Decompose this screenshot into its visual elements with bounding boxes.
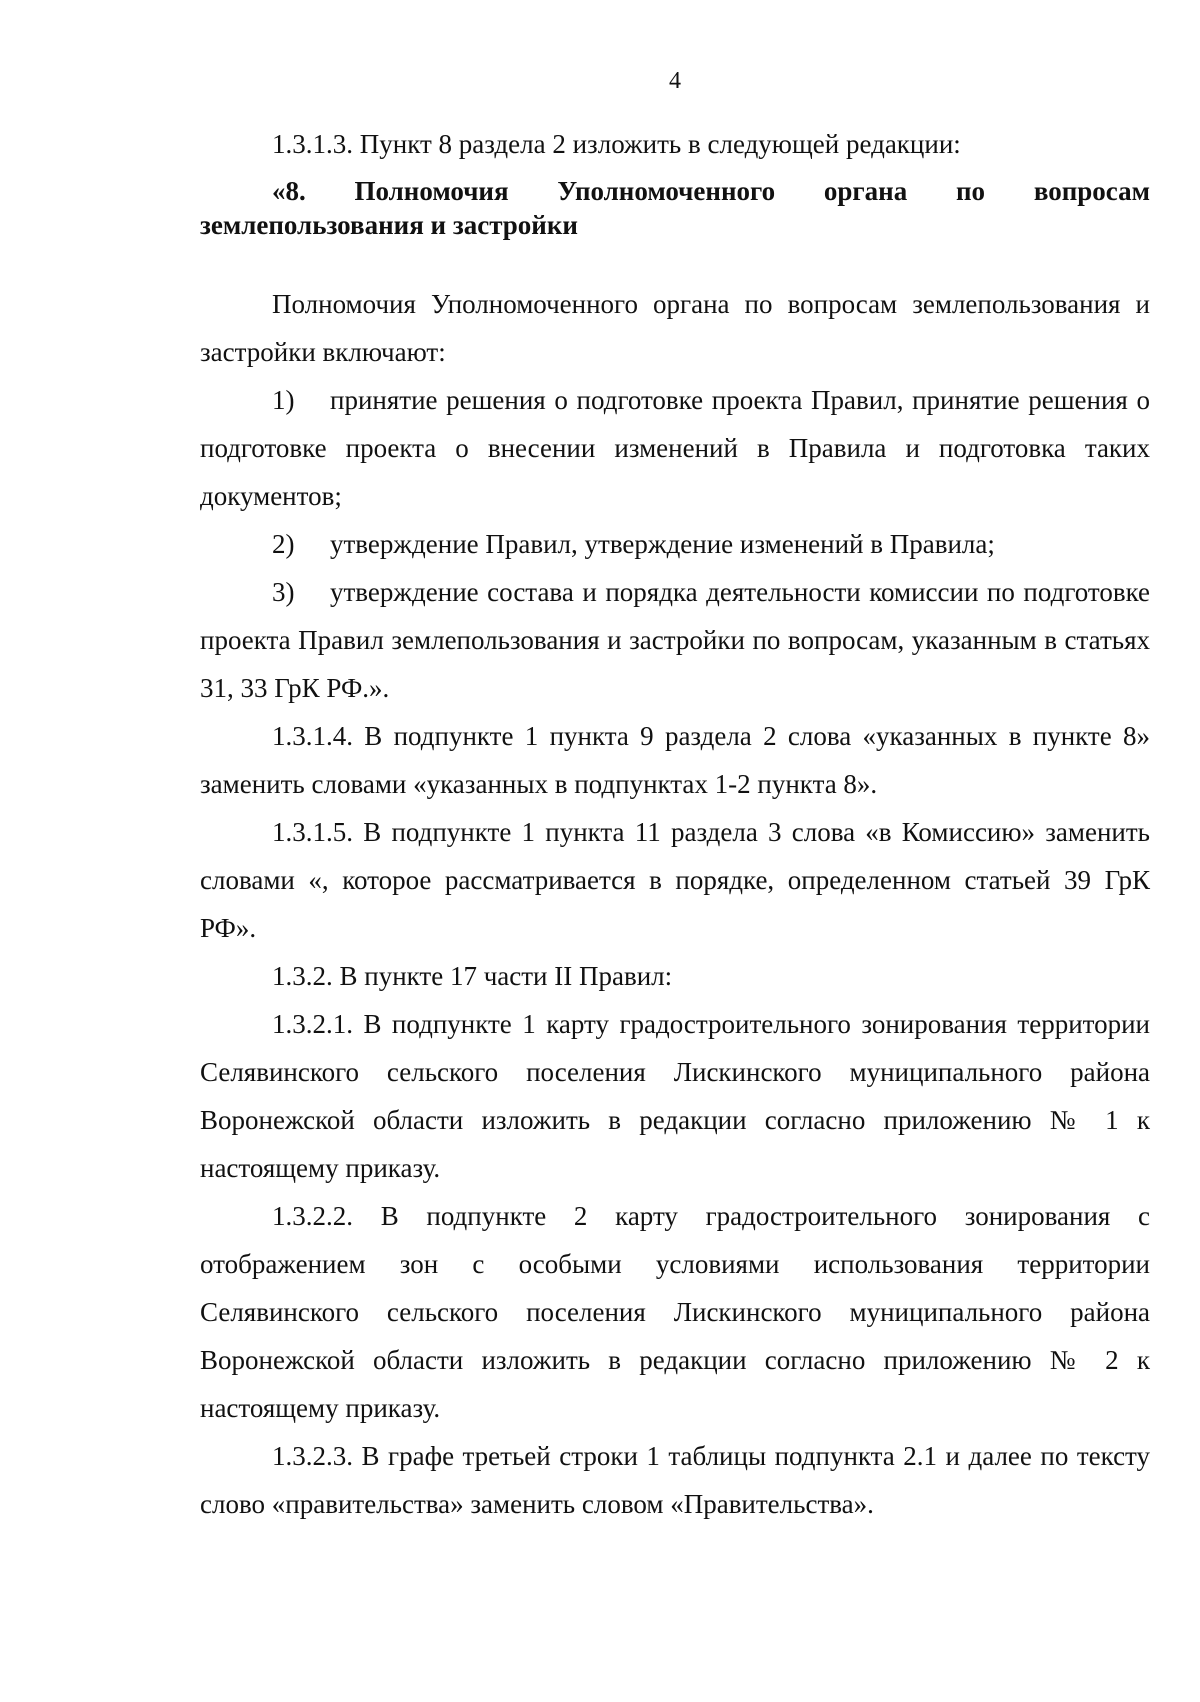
heading-word: Полномочия — [354, 176, 509, 206]
section-heading-line-1 — [200, 174, 1150, 208]
list-item-2 — [200, 520, 1150, 568]
list-item-text: утверждение Правил, утверждение изменений в Правила; — [330, 529, 995, 559]
list-number: 1) — [272, 385, 295, 415]
heading-word: Уполномоченного — [557, 176, 776, 206]
heading-word: органа — [823, 176, 908, 206]
list-item-1 — [200, 376, 1150, 520]
paragraph-1-3-2-3: 1.3.2.3. В графе третьей строки 1 таблицы подпункта 2.1 и далее по тексту слово «правительства» заменить словом «Правительства». — [200, 1441, 1150, 1519]
spacer — [200, 242, 1150, 280]
paragraph-1-3-1-5: 1.3.1.5. В подпункте 1 пункта 11 раздела 3 слова «в Комиссию» заменить словами «, которое рассматривается в порядке, определенном статьей 39 ГрК РФ». — [200, 817, 1150, 943]
list-item-text: утверждение состава и порядка деятельности комиссии по подготовке проекта Правил землепользования и застройки по вопросам, указанным в статьях 31, 33 ГрК РФ.». — [200, 577, 1150, 703]
paragraph-1-3-1-3: 1.3.1.3. Пункт 8 раздела 2 изложить в следующей редакции: — [272, 129, 961, 159]
heading-word: «8. — [272, 176, 306, 206]
paragraph-1-3-2-2: 1.3.2.2. В подпункте 2 карту градостроительного зонирования с отображением зон с особыми условиями использования территории Селявинского сельского поселения Лискинского муниципального района Воронежской области изложить в редакции согласно приложению № 2 к настоящему приказу. — [200, 1201, 1150, 1423]
paragraph-powers-intro: Полномочия Уполномоченного органа по вопросам землепользования и застройки включают: — [200, 289, 1150, 367]
heading-word: вопросам — [1033, 176, 1150, 206]
paragraph-1-3-1-4: 1.3.1.4. В подпункте 1 пункта 9 раздела 2 слова «указанных в пункте 8» заменить словами «указанных в подпунктах 1-2 пункта 8». — [200, 721, 1150, 799]
paragraph-1-3-2-1: 1.3.2.1. В подпункте 1 карту градостроительного зонирования территории Селявинского сельского поселения Лискинского муниципального района Воронежской области изложить в редакции согласно приложению № 1 к настоящему приказу. — [200, 1009, 1150, 1183]
list-number: 3) — [272, 577, 295, 607]
heading-word: по — [955, 176, 986, 206]
document-body — [200, 120, 1150, 1528]
list-item-text: принятие решения о подготовке проекта Правил, принятие решения о подготовке проекта о внесении изменений в Правила и подготовка таких документов; — [200, 385, 1150, 511]
paragraph-1-3-2: 1.3.2. В пункте 17 части II Правил: — [272, 961, 673, 991]
list-item-3 — [200, 568, 1150, 712]
list-number: 2) — [272, 529, 295, 559]
section-heading-line-2: землепользования и застройки — [200, 210, 578, 240]
page-number: 4 — [669, 68, 681, 94]
